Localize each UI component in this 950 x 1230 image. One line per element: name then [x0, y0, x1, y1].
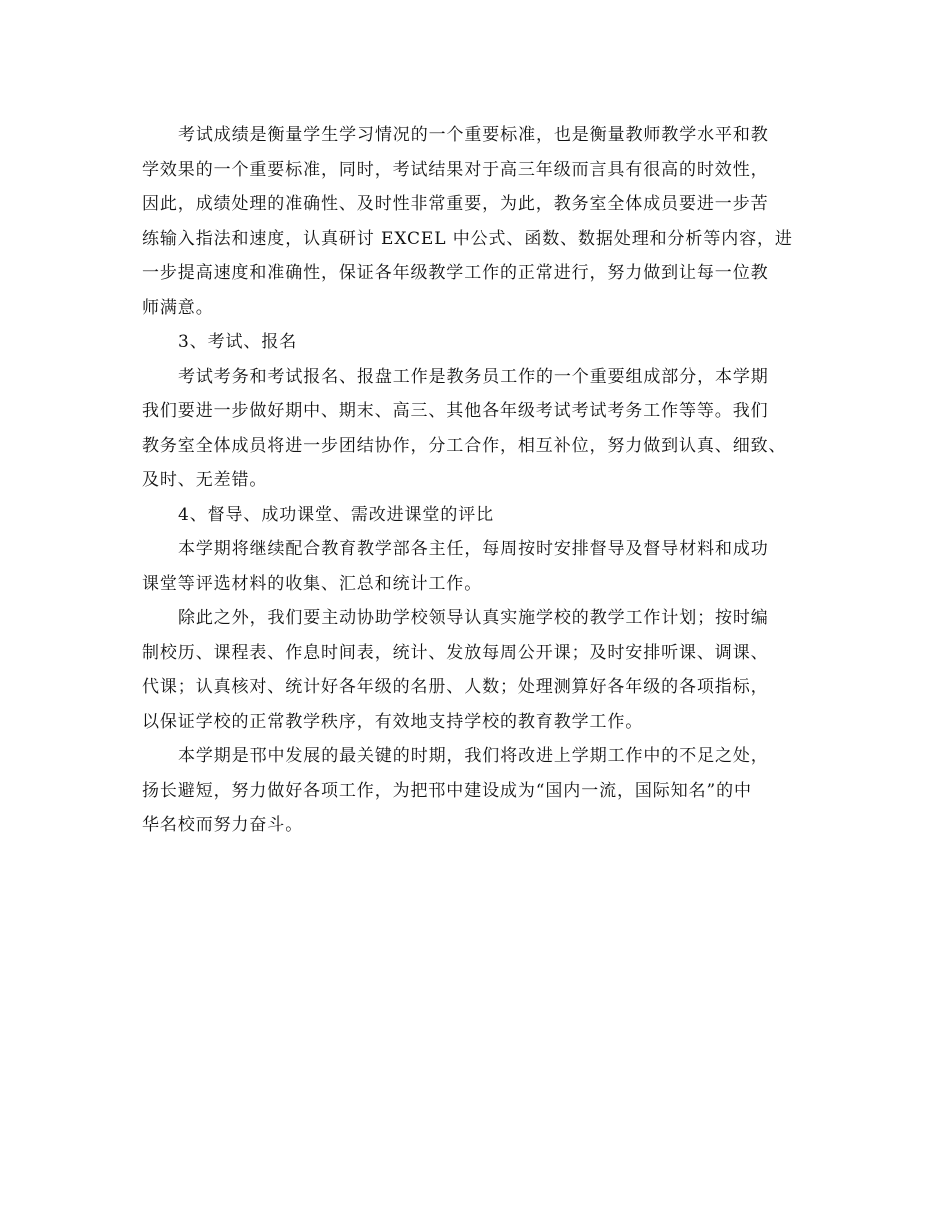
- text-line: 一步提高速度和准确性，保证各年级教学工作的正常进行，努力做到让每一位教: [142, 263, 769, 283]
- text-line: 考试考务和考试报名、报盘工作是教务员工作的一个重要组成部分，本学期: [178, 366, 769, 387]
- text-line: 华名校而努力奋斗。: [142, 815, 304, 835]
- text-line: 及时、无差错。: [142, 470, 268, 490]
- text-line: 本学期将继续配合教育教学部各主任，每周按时安排督导及督导材料和成功: [178, 539, 769, 559]
- text-line: 考试成绩是衡量学生学习情况的一个重要标准，也是衡量教师教学水平和教: [178, 125, 769, 145]
- text-line: 练输入指法和速度，认真研讨 EXCEL 中公式、函数、数据处理和分析等内容，进: [142, 228, 793, 249]
- text-line: 因此，成绩处理的准确性、及时性非常重要，为此，教务室全体成员要进一步苦: [142, 194, 769, 214]
- text-line: 课堂等评选材料的收集、汇总和统计工作。: [142, 573, 483, 594]
- text-line: 除此之外，我们要主动协助学校领导认真实施学校的教学工作计划；按时编: [178, 608, 769, 628]
- text-line: 我们要进一步做好期中、期末、高三、其他各年级考试考试考务工作等等。我们: [142, 401, 769, 421]
- text-line: 以保证学校的正常教学秩序，有效地支持学校的教育教学工作。: [142, 711, 644, 732]
- text-line: 代课；认真核对、统计好各年级的名册、人数；处理测算好各年级的各项指标，: [142, 677, 769, 697]
- text-line: 制校历、课程表、作息时间表，统计、发放每周公开课；及时安排听课、调课、: [142, 642, 769, 663]
- document-body: [142, 118, 812, 843]
- section-heading: 4、督导、成功课堂、需改进课堂的评比: [178, 504, 495, 525]
- text-line: 扬长避短，努力做好各项工作，为把邗中建设成为“国内一流，国际知名”的中: [142, 780, 752, 801]
- text-line: 师满意。: [142, 297, 214, 318]
- text-line: 学效果的一个重要标准，同时，考试结果对于高三年级而言具有很高的时效性，: [142, 159, 769, 180]
- text-line: 教务室全体成员将进一步团结协作，分工合作，相互补位，努力做到认真、细致、: [142, 435, 787, 456]
- text-line: 本学期是邗中发展的最关键的时期，我们将改进上学期工作中的不足之处，: [178, 746, 769, 766]
- section-heading: 3、考试、报名: [178, 332, 298, 352]
